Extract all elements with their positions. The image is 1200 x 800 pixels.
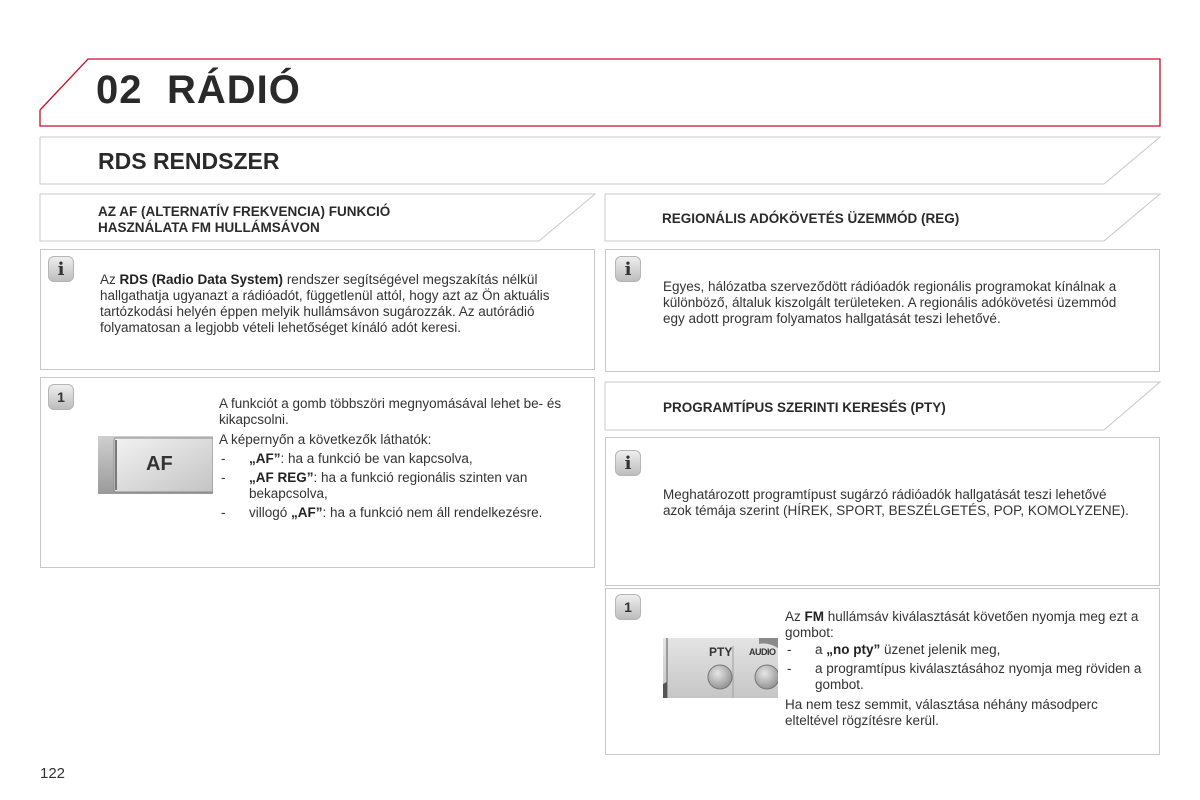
af-step-screen-intro: A képernyőn a következők láthatók: xyxy=(219,432,432,447)
af-info-text xyxy=(100,272,585,336)
af-heading-line1: AZ AF (ALTERNATÍV FREKVENCIA) FUNKCIÓ xyxy=(98,204,391,219)
info-icon-glyph: i xyxy=(624,258,632,280)
pty-action-item: - a programtípus kiválasztásához nyomja meg röviden a gombot. xyxy=(785,661,1150,693)
af-info-post: rendszer segítségével megszakítás nélkül hallgathatja ugyanazt a rádióadót, függetlenül attól, hogy azt az Ön aktuális tartózkodási helyén éppen melyik hullámsávon sugározzák. Az autórádió folyamatosan a legjobb vételi lehetőséget kínáló adót keresi. xyxy=(100,272,550,335)
reg-text: Egyes, hálózatba szerveződött rádióadók regionális programokat kínálnak a különböző, általuk kiszolgált területeken. A regionális adókövetési üzemmód egy adott program folyamatos hallgatását teszi lehetővé. xyxy=(663,279,1117,326)
chapter-number: 02 xyxy=(96,68,143,112)
info-icon-glyph: i xyxy=(624,452,632,474)
pty-heading: PROGRAMTÍPUS SZERINTI KERESÉS (PTY) xyxy=(663,400,946,415)
reg-heading: REGIONÁLIS ADÓKÖVETÉS ÜZEMMÓD (REG) xyxy=(662,211,960,226)
audio-button-label: AUDIO xyxy=(749,647,776,657)
af-info-pre: Az xyxy=(100,272,120,287)
af-button-image xyxy=(98,436,213,494)
step-one-icon xyxy=(48,384,74,410)
pty-step-text xyxy=(785,609,1150,729)
pty-button-label: PTY xyxy=(709,645,733,659)
pty-step-outro: Ha nem tesz semmit, választása néhány másodperc elteltével rögzítésre kerül. xyxy=(785,697,1098,728)
pty-step-intro: Az FM hullámsáv kiválasztását követően nyomja meg ezt a gombot: xyxy=(785,609,1139,640)
pty-action-item: - a „no pty” üzenet jelenik meg, xyxy=(785,642,1150,658)
info-icon xyxy=(48,256,74,282)
af-button-label: AF xyxy=(146,453,173,475)
chapter-title: RÁDIÓ xyxy=(167,68,301,112)
af-status-item: - villogó „AF”: ha a funkció nem áll rendelkezésre. xyxy=(219,505,589,521)
af-heading xyxy=(98,204,568,236)
info-icon-glyph: i xyxy=(57,258,65,280)
info-icon xyxy=(615,450,641,476)
af-status-list xyxy=(219,451,589,521)
pty-action-list xyxy=(785,642,1150,693)
info-icon xyxy=(615,256,641,282)
step-one-label: 1 xyxy=(624,599,632,615)
step-one-label: 1 xyxy=(57,389,65,405)
af-step-text xyxy=(219,396,589,521)
pty-button-image xyxy=(663,638,778,698)
af-heading-line2: HASZNÁLATA FM HULLÁMSÁVON xyxy=(98,220,320,235)
pty-text: Meghatározott programtípust sugárzó rádióadók hallgatását teszi lehetővé azok témája szerint (HÍREK, SPORT, BESZÉLGETÉS, POP, KOMOLYZENE). xyxy=(663,487,1129,518)
af-step-intro: A funkciót a gomb többszöri megnyomásával lehet be- és kikapcsolni. xyxy=(219,396,562,427)
af-status-item: - „AF REG”: ha a funkció regionális szinten van bekapcsolva, xyxy=(219,470,589,502)
af-status-item: - „AF”: ha a funkció be van kapcsolva, xyxy=(219,451,589,467)
step-one-icon xyxy=(615,594,641,620)
page-number: 122 xyxy=(40,765,66,782)
section-title: RDS RENDSZER xyxy=(98,148,280,174)
af-info-bold: RDS (Radio Data System) xyxy=(119,272,284,287)
